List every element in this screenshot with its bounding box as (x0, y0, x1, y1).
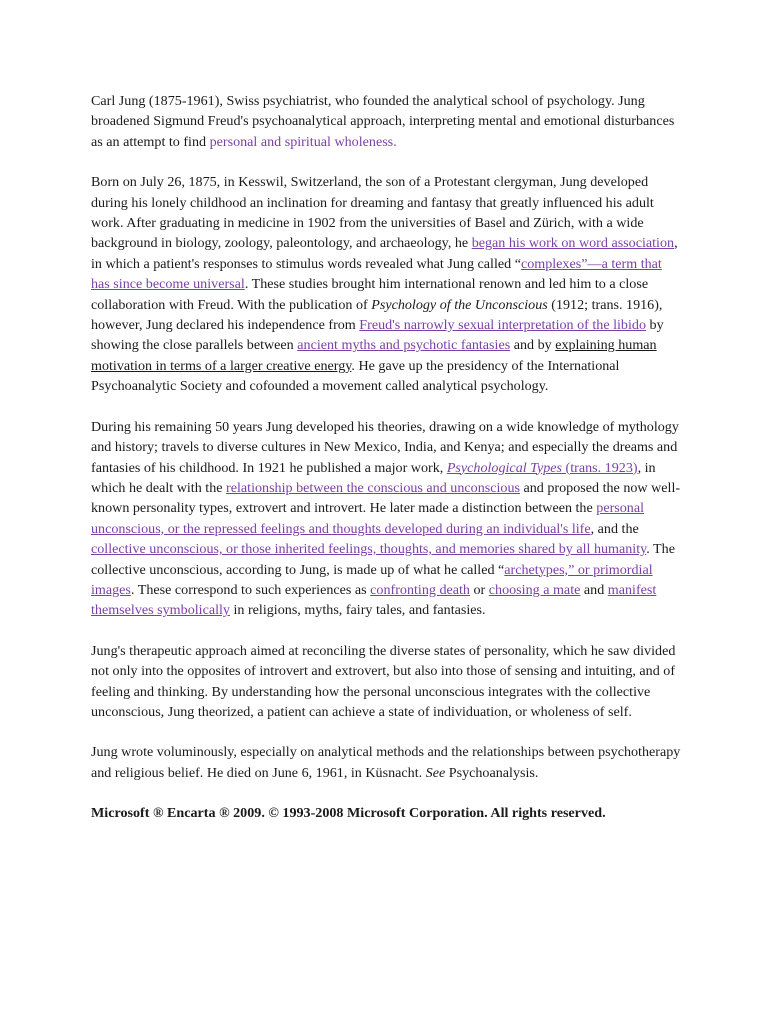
text-run: . These studies brought him international renown and led him to a close collaboration with Freud. With the publication of (91, 276, 649, 313)
see-label: See (425, 764, 446, 781)
link-ancient-myths[interactable]: ancient myths and psychotic fantasies (297, 337, 511, 354)
link-collective-unconscious[interactable]: collective unconscious, or those inherited feelings, thoughts, and memories shared by all humanity (91, 541, 647, 558)
paragraph-theories (91, 417, 683, 621)
link-complexes[interactable]: complexes”—a term that has since become universal (91, 255, 662, 293)
text-run: . He gave up the presidency of the International Psychoanalytic Society and cofounded a movement called analytical psychology. (91, 357, 620, 395)
text-run: (1912; trans. 1916), however, Jung declared his independence from (91, 296, 663, 334)
copyright-footer: Microsoft ® Encarta ® 2009. © 1993-2008 Microsoft Corporation. All rights reserved. (91, 805, 606, 822)
text-run: and by (510, 337, 556, 354)
text-run: in religions, myths, fairy tales, and fantasies. (229, 602, 486, 619)
text-run: Carl Jung (1875-1961), Swiss psychiatrist, who founded the analytical school of psychology. Jung broadened Sigmund Freud's psychoanalytical approach, interpreting mental and emotional disturbances as an attempt to find (91, 93, 675, 150)
book-title: Psychology of the Unconscious (371, 296, 548, 313)
text-run: and proposed the now well-known personality types, extrovert and introvert. He later made a distinction between the (91, 479, 681, 517)
text-run: . The collective unconscious, according to Jung, is made up of what he called “ (91, 541, 675, 578)
text-run: Psychoanalysis. (445, 764, 539, 781)
article-body (91, 91, 683, 844)
text-run: During his remaining 50 years Jung developed his theories, drawing on a wide knowledge of mythology and history; travels to diverse cultures in New Mexico, India, and Kenya; and especially the dreams and fantasies of his childhood. In 1921 he published a major work, (91, 418, 679, 476)
text-run: Born on July 26, 1875, in Kesswil, Switzerland, the son of a Protestant clergyman, Jung developed during his lonely childhood an inclination for dreaming and fantasy that greatly influenced his adult work. After graduating in medicine in 1902 from the universities of Basel and Zürich, with a wide background in biology, zoology, paleontology, and archaeology, he (91, 174, 654, 252)
link-personal-spiritual-wholeness[interactable]: personal and spiritual wholeness. (209, 133, 397, 150)
link-choosing-mate[interactable]: choosing a mate (488, 581, 581, 598)
text-run: Jung wrote voluminously, especially on analytical methods and the relationships between psychotherapy and religious belief. He died on June 6, 1961, in Küsnacht. (91, 744, 681, 781)
paragraph-writings (91, 742, 683, 783)
paragraph-early-life (91, 172, 683, 396)
text-run: . These correspond to such experiences as (130, 581, 371, 598)
text-run: and (580, 581, 608, 598)
link-conscious-unconscious[interactable]: relationship between the conscious and unconscious (226, 479, 520, 496)
text-run: , in which he dealt with the (91, 459, 656, 496)
text-run: by showing the close parallels between (91, 317, 664, 354)
text-run: , and the (590, 520, 639, 537)
paragraph-therapy (91, 641, 683, 723)
link-word-association[interactable]: began his work on word association (471, 235, 675, 252)
link-psychological-types-trans[interactable]: (trans. 1923) (562, 459, 638, 476)
link-archetypes[interactable]: archetypes,” or primordial images (91, 561, 653, 598)
link-creative-energy[interactable]: explaining human motivation in terms of a larger creative energy (91, 337, 657, 374)
text-run: or (469, 581, 489, 598)
link-confronting-death[interactable]: confronting death (370, 581, 470, 598)
text-run: Jung's therapeutic approach aimed at reconciling the diverse states of personality, which he saw divided not only into the opposites of introvert and extrovert, but also into those of sensing and intuiting, and of feeling and thinking. By understanding how the personal unconscious integrates with the collective unconscious, Jung theorized, a patient can achieve a state of individuation, or wholeness of self. (91, 642, 676, 720)
link-personal-unconscious[interactable]: personal unconscious, or the repressed feelings and thoughts developed during an individual's life (91, 500, 645, 537)
paragraph-intro (91, 91, 683, 152)
link-psychological-types[interactable]: Psychological Types (446, 459, 563, 476)
link-freud-libido[interactable]: Freud's narrowly sexual interpretation of the libido (359, 317, 646, 334)
link-manifest-symbolically[interactable]: manifest themselves symbolically (91, 581, 657, 619)
text-run: , in which a patient's responses to stimulus words revealed what Jung called “ (91, 235, 678, 272)
